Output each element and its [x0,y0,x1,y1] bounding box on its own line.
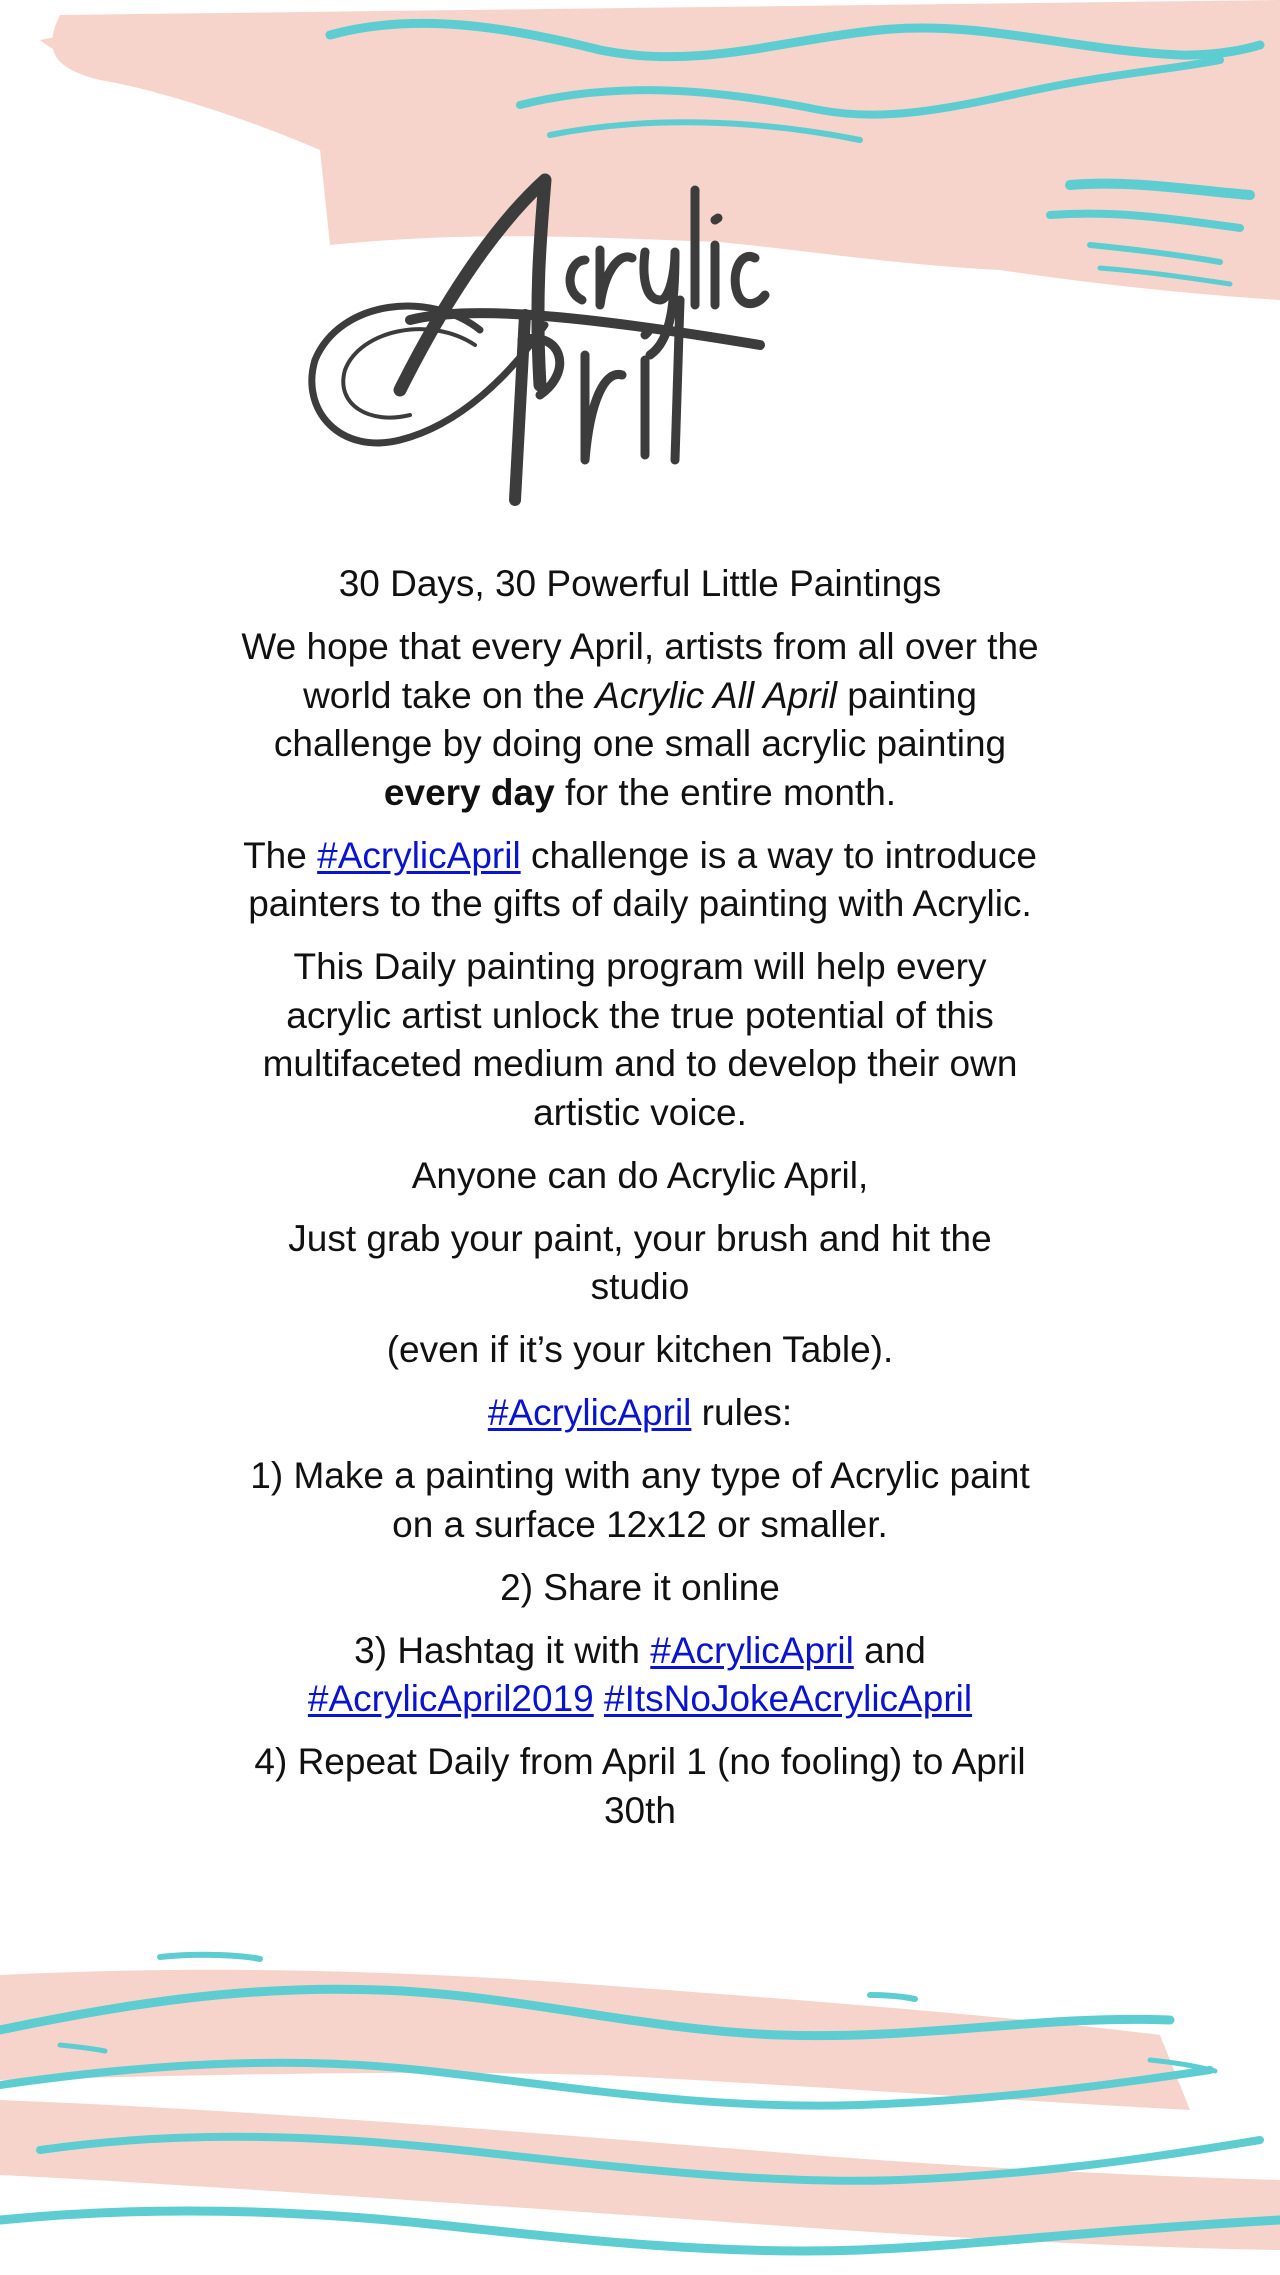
rule-3-text-and: and [853,1629,926,1671]
teal-bottom-dash-1 [160,1955,260,1959]
challenge-name-italic: Acrylic All April [595,674,838,716]
teal-bottom-wave-1 [0,1989,1170,2035]
rules-heading [240,1389,1040,1438]
pink-brush-band-2 [0,2100,1280,2250]
hashtag-link-acrylicapril-rule[interactable]: #AcrylicApril [650,1629,854,1671]
rule-2-text: 2) Share it online [500,1566,780,1608]
hashtag-link-acrylicapril2019[interactable]: #AcrylicApril2019 [307,1678,594,1719]
rule-3 [240,1627,1040,1724]
hashtag-link-itsnojokeacrylicapril[interactable]: #ItsNoJokeAcrylicApril [604,1678,973,1719]
grab-paint-text: Just grab your paint, your brush and hit the studio [288,1217,992,1307]
anyone-paragraph [240,1152,1040,1201]
kitchen-table-text: (even if it’s your kitchen Table). [386,1329,894,1370]
teal-bottom-wave-4 [0,2211,1280,2251]
teal-dash-4 [1100,268,1230,284]
acrylic-april-logo [300,170,800,520]
teal-dash-2 [1050,214,1240,228]
tagline-text: 30 Days, 30 Powerful Little Paintings [338,563,942,604]
program-paragraph [240,943,1040,1137]
kitchen-table-paragraph [240,1326,1040,1375]
rule-1-text: 1) Make a painting with any type of Acrylic paint on a surface 12x12 or smaller. [250,1455,1030,1545]
rule-2 [240,1564,1040,1613]
rule-3-text-start: 3) Hashtag it with [354,1629,651,1671]
hashtag-link-acrylicapril[interactable]: #AcrylicApril [317,834,521,876]
bottom-brush-decoration [0,1935,1280,2275]
teal-bottom-dash-2 [870,1995,915,1999]
rule-4 [240,1738,1040,1835]
rule-1 [240,1452,1040,1549]
rule-4-text: 4) Repeat Daily from April 1 (no fooling) to April 30th [254,1741,1026,1831]
anyone-text: Anyone can do Acrylic April, [411,1154,869,1196]
rule-3-space [594,1678,604,1719]
grab-paint-paragraph [240,1215,1040,1312]
teal-wave-1 [330,23,1260,56]
teal-dash-3 [1090,245,1220,262]
tagline [240,560,1040,609]
teal-bottom-wave-2 [0,2063,1210,2106]
teal-wave-2 [520,60,1220,115]
hashtag-link-rules[interactable]: #AcrylicApril [487,1392,692,1433]
teal-wave-3 [550,122,860,140]
intro-text-middle: painting challenge by doing one small acrylic painting [273,674,1007,764]
teal-dash-1 [1070,184,1250,195]
pink-brush-band-1 [0,1970,1190,2110]
pink-brush-edge [40,35,180,75]
challenge-paragraph [240,832,1040,929]
main-content [240,560,1040,1850]
challenge-text-start: The [243,834,318,876]
program-text: This Daily painting program will help every acrylic artist unlock the true potential of this multifaceted medium and to develop their own artistic voice. [262,946,1018,1133]
intro-paragraph [240,623,1040,817]
teal-bottom-dash-4 [60,2045,105,2051]
intro-text-end: for the entire month. [554,771,897,813]
every-day-bold: every day [383,771,555,813]
logo-letters-crylic [570,190,765,355]
intro-text-start: We hope that every April, artists from all over the world take on the [241,626,1039,716]
challenge-text-end: challenge is a way to introduce painters to the gifts of daily painting with Acrylic. [248,834,1037,924]
teal-bottom-wave-3 [40,2137,1260,2181]
teal-bottom-dash-3 [1150,2060,1215,2071]
rules-heading-text: rules: [691,1392,793,1433]
